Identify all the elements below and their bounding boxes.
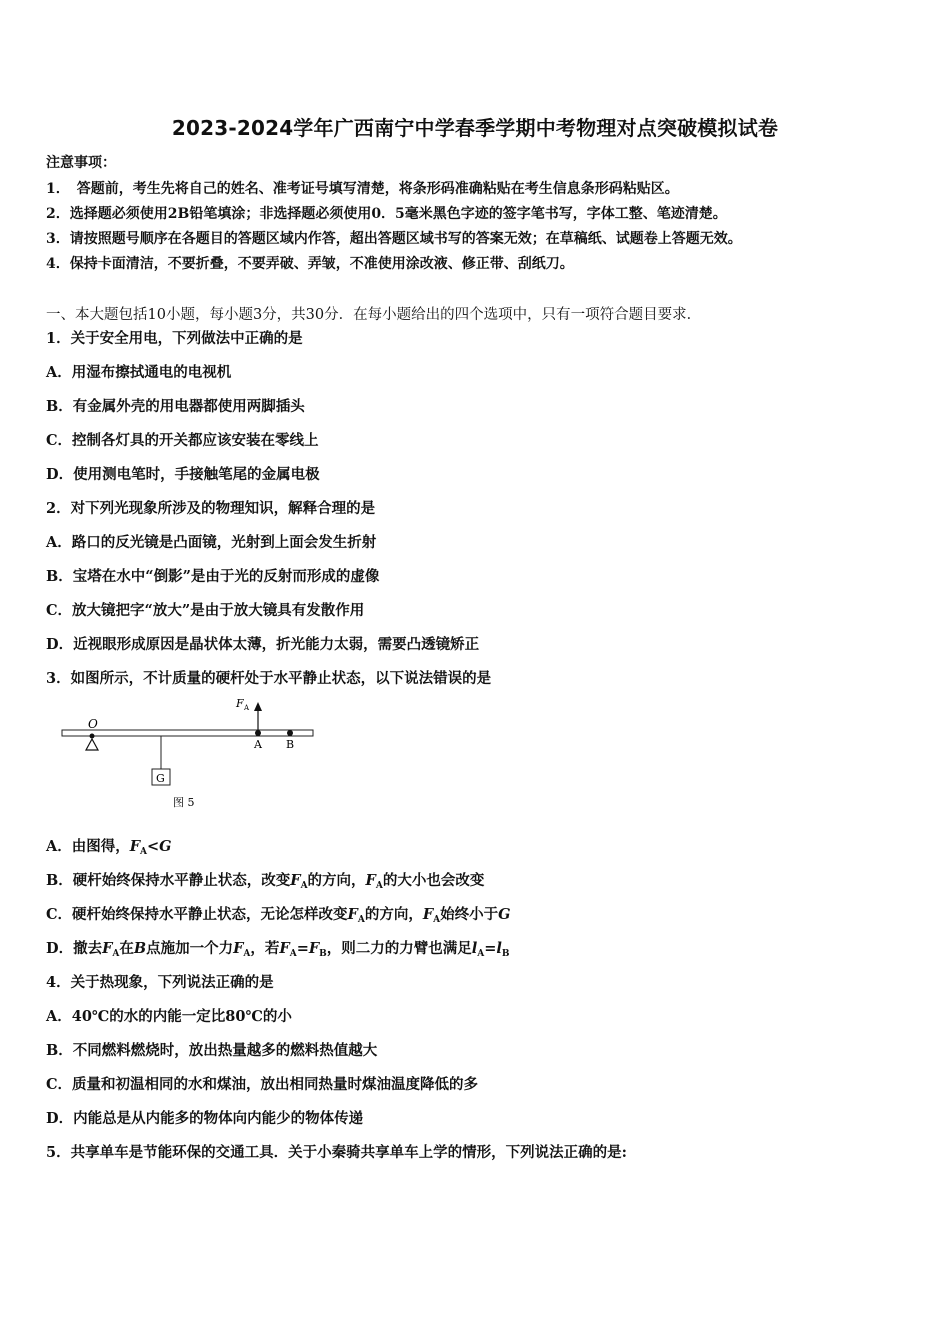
figure-caption: 图 5 (173, 796, 195, 809)
weight-label-g: G (156, 772, 165, 785)
point-a-label: A (254, 738, 262, 751)
q4-option-d: D．内能总是从内能多的物体向内能少的物体传递 (46, 1110, 364, 1127)
point-b-dot (287, 730, 293, 736)
q3-option-a: A．由图得，$F_A<G$ (46, 838, 172, 857)
note-item: 1． 答题前，考生先将自己的姓名、准考证号填写清楚，将条形码准确粘贴在考生信息条形码粘贴区。 (46, 181, 679, 197)
q2-option-d: D．近视眼形成原因是晶状体太薄，折光能力太弱，需要凸透镜矫正 (46, 636, 480, 653)
page-title: 2023-2024学年广西南宁中学春季学期中考物理对点突破模拟试卷 (171, 116, 779, 140)
section-intro: 一、本大题包括10小题，每小题3分，共30分．在每小题给出的四个选项中，只有一项符合题目要求． (46, 307, 702, 323)
note-item: 3．请按照题号顺序在各题目的答题区域内作答，超出答题区域书写的答案无效；在草稿纸、试题卷上答题无效。 (46, 231, 742, 247)
q3-stem: 3．如图所示，不计质量的硬杆处于水平静止状态，以下说法错误的是 (46, 670, 492, 687)
force-arrowhead (254, 702, 262, 711)
q2-option-a: A．路口的反光镜是凸面镜，光射到上面会发生折射 (46, 534, 377, 551)
q4-stem: 4．关于热现象，下列说法正确的是 (46, 974, 274, 991)
q2-option-b: B．宝塔在水中“倒影”是由于光的反射而形成的虚像 (46, 568, 380, 585)
pivot-label-o: O (88, 717, 98, 731)
pivot-fulcrum (86, 739, 98, 750)
q2-option-c: C．放大镜把字“放大”是由于放大镜具有发散作用 (46, 602, 365, 619)
point-b-label: B (286, 738, 295, 751)
q5-stem: 5．共享单车是节能环保的交通工具．关于小秦骑共享单车上学的情形，下列说法正确的是: (46, 1144, 627, 1161)
note-item: 4．保持卡面清洁，不要折叠，不要弄破、弄皱，不准使用涂改液、修正带、刮纸刀。 (46, 256, 574, 272)
q1-option-a: A．用湿布擦拭通电的电视机 (46, 364, 232, 381)
lever-rod (62, 730, 313, 736)
notes-heading: 注意事项： (46, 155, 116, 171)
force-label-sub: A (244, 704, 250, 712)
lever-diagram (55, 690, 325, 815)
q2-stem: 2．对下列光现象所涉及的物理知识，解释合理的是 (46, 500, 376, 517)
q3-option-d: D．撤去$F_A$在B点施加一个力$F_A$，若$F_A=F_B$，则二力的力臂也满足$l_A=l_B$ (46, 940, 510, 959)
force-label: F (236, 697, 244, 710)
q4-option-a: A．40℃的水的内能一定比80℃的小 (46, 1008, 292, 1025)
q1-option-b: B．有金属外壳的用电器都使用两脚插头 (46, 398, 305, 415)
q4-option-c: C．质量和初温相同的水和煤油，放出相同热量时煤油温度降低的多 (46, 1076, 479, 1093)
note-item: 2．选择题必须使用2B铅笔填涂；非选择题必须使用0．5毫米黑色字迹的签字笔书写，字体工整、笔迹清楚。 (46, 206, 727, 222)
q1-stem: 1．关于安全用电，下列做法中正确的是 (46, 330, 303, 347)
q1-option-c: C．控制各灯具的开关都应该安装在零线上 (46, 432, 319, 449)
q3-option-b: B．硬杆始终保持水平静止状态，改变$F_A$的方向，$F_A$的大小也会改变 (46, 872, 485, 891)
q4-option-b: B．不同燃料燃烧时，放出热量越多的燃料热值越大 (46, 1042, 378, 1059)
point-a-dot (255, 730, 261, 736)
q1-option-d: D．使用测电笔时，手接触笔尾的金属电极 (46, 466, 320, 483)
q3-option-c: C．硬杆始终保持水平静止状态，无论怎样改变$F_A$的方向，$F_A$始终小于G (46, 906, 511, 925)
